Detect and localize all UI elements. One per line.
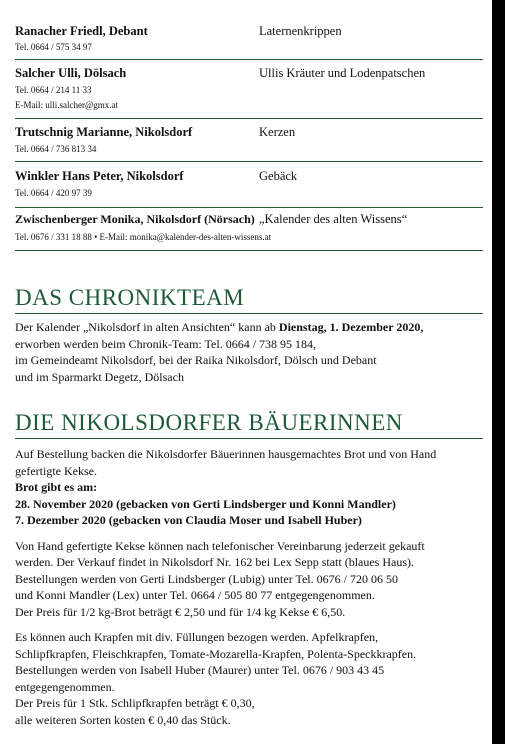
bread-label-text: Brot gibt es am: [15,480,98,494]
vendor-product: Gebäck [259,169,298,183]
krapfen-line6: alle weiteren Sorten kosten € 0,40 das Stück. [15,712,231,727]
cookies-line1: Von Hand gefertigte Kekse können nach telefonischer Vereinbarung jederzeit gekauft [15,538,425,553]
chronik-line4: und im Sparmarkt Degetz, Dölsach [15,369,184,384]
vendor-row [15,164,483,208]
krapfen-line4: entgegengenommen. [15,679,115,694]
section-heading-chronikteam: DAS CHRONIKTEAM [15,284,483,314]
vendor-product: Ullis Kräuter und Lodenpatschen [259,66,426,80]
section-heading-baeuerinnen: DIE NIKOLSDORFER BÄUERINNEN [15,409,483,439]
krapfen-line1: Es können auch Krapfen mit div. Füllungen bezogen werden. Apfelkrapfen, [15,630,379,644]
vendor-product: Laternenkrippen [259,24,342,38]
chronik-line1: Der Kalender „Nikolsdorf in alten Ansichten“ kann ab [15,320,279,334]
cookies-line2: werden. Der Verkauf findet in Nikolsdorf Nr. 162 bei Lex Sepp statt (blaues Haus). [15,555,415,569]
intro-line1: Auf Bestellung backen die Nikolsdorfer Bäuerinnen hausgemachtes Brot und von Hand [15,447,437,461]
vendor-phone: Tel. 0664 / 420 97 39 [15,188,92,198]
vendor-row [15,121,483,162]
baeuerinnen-text [15,446,489,728]
krapfen-line5: Der Preis für 1 Stk. Schlipfkrapfen beträgt € 0,30, [15,696,255,710]
cookies-line4: und Konni Mandler (Lex) unter Tel. 0664 / 505 80 77 entgegengenommen. [15,588,375,602]
chronik-line3: im Gemeindeamt Nikolsdorf, bei der Raika Nikolsdorf, Dölsch und Debant [15,353,377,367]
krapfen-line2: Schlipfkrapfen, Fleischkrapfen, Tomate-Mozarella-Krapfen, Polenta-Speckkrapfen. [15,646,417,661]
cookies-line5: Der Preis für 1/2 kg-Brot beträgt € 2,50 und für 1/4 kg Kekse € 6,50. [15,604,346,619]
bread-label [15,479,489,496]
vendor-row [15,20,483,60]
bread-date-2 [15,512,489,529]
vendor-name: Salcher Ulli, Dölsach [15,66,127,80]
bread-date-2-text: 7. Dezember 2020 (gebacken von Claudia Moser und Isabell Huber) [15,513,362,527]
chronik-date: Dienstag, 1. Dezember 2020, [278,320,424,334]
bread-date-1 [15,496,489,513]
vendor-phone: Tel. 0664 / 736 813 34 [15,144,97,154]
vendor-name: Winkler Hans Peter, Nikolsdorf [15,169,184,183]
vendor-phone: Tel. 0664 / 214 11 33 [15,85,92,95]
vendor-phone: Tel. 0664 / 575 34 97 [15,42,92,52]
vendor-row [15,62,483,119]
vendor-product: „Kalender des alten Wissens“ [259,212,408,226]
vendor-name: Trutschnig Marianne, Nikolsdorf [15,125,193,139]
vendor-email: E-Mail: ulli.salcher@gmx.at [15,100,119,110]
chronik-text [15,319,485,385]
page-edge-bar [492,0,505,744]
vendor-name: Zwischenberger Monika, Nikolsdorf (Nörsach) [15,212,255,226]
vendor-product: Kerzen [259,125,296,139]
chronik-line2: erworben werden beim Chronik-Team: Tel. 0664 / 738 95 184, [15,336,317,351]
vendor-name: Ranacher Friedl, Debant [15,24,148,38]
intro-line2: gefertigte Kekse. [15,463,97,478]
cookies-line3: Bestellungen werden von Gerti Lindsberger (Lubig) unter Tel. 0676 / 720 06 50 [15,571,398,586]
vendor-row [15,210,483,251]
bread-date-1-text: 28. November 2020 (gebacken von Gerti Lindsberger und Konni Mandler) [15,496,396,511]
krapfen-line3: Bestellungen werden von Isabell Huber (Maurer) unter Tel. 0676 / 903 43 45 [15,663,385,677]
vendor-contact: Tel. 0676 / 331 18 88 • E-Mail: monika@kalender-des-alten-wissens.at [15,232,272,242]
